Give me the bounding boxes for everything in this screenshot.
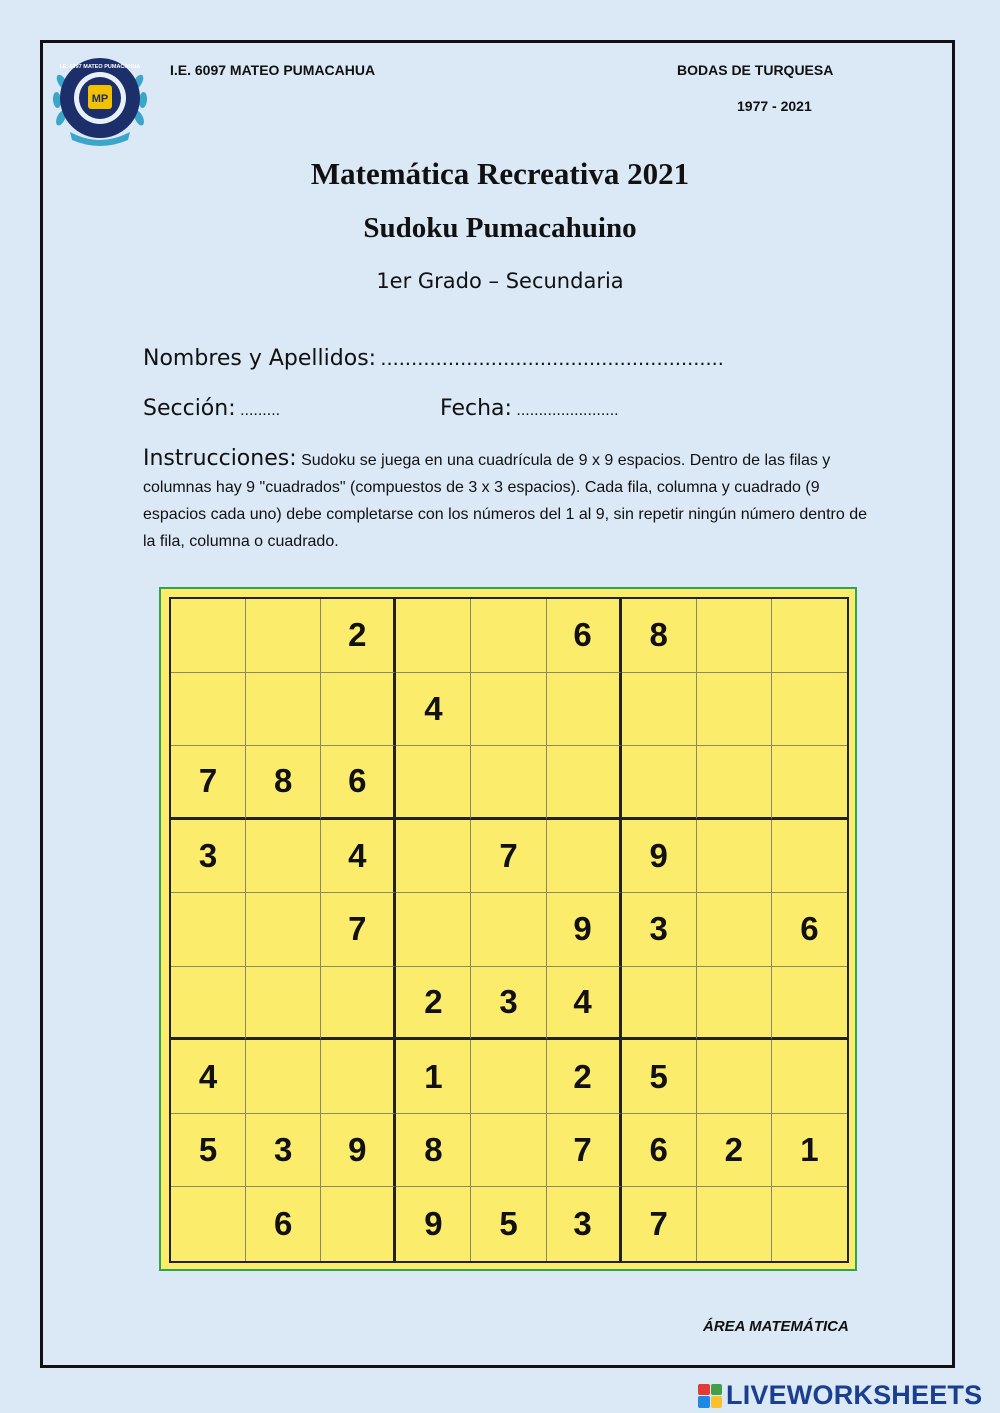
sudoku-cell[interactable]: [622, 673, 697, 747]
sudoku-grid: [169, 597, 849, 1263]
sudoku-cell[interactable]: [772, 1187, 847, 1261]
sudoku-cell: 2: [396, 967, 471, 1041]
sudoku-cell[interactable]: [697, 599, 772, 673]
sudoku-cell: 7: [321, 893, 396, 967]
instructions: [143, 445, 868, 555]
sudoku-cell[interactable]: [622, 967, 697, 1041]
section-blank[interactable]: .........: [240, 402, 281, 419]
sudoku-cell: 2: [547, 1040, 622, 1114]
anniversary-title: BODAS DE TURQUESA: [677, 62, 834, 78]
sudoku-cell: 8: [622, 599, 697, 673]
grade-label: 1er Grado – Secundaria: [376, 269, 624, 293]
sudoku-cell: 3: [171, 820, 246, 894]
school-name: I.E. 6097 MATEO PUMACAHUA: [170, 62, 376, 78]
sudoku-cell[interactable]: [171, 1187, 246, 1261]
sudoku-cell[interactable]: [772, 820, 847, 894]
sudoku-cell[interactable]: [697, 1187, 772, 1261]
sudoku-cell[interactable]: [772, 967, 847, 1041]
sudoku-cell[interactable]: [471, 673, 546, 747]
sudoku-cell[interactable]: [246, 673, 321, 747]
sudoku-cell: 9: [622, 820, 697, 894]
sudoku-cell[interactable]: [171, 967, 246, 1041]
sudoku-cell: 7: [171, 746, 246, 820]
sudoku-cell[interactable]: [246, 893, 321, 967]
sudoku-cell[interactable]: [547, 820, 622, 894]
liveworksheets-brand[interactable]: [698, 1380, 982, 1411]
sudoku-cell[interactable]: [547, 673, 622, 747]
sudoku-cell: 6: [772, 893, 847, 967]
sudoku-cell[interactable]: [396, 893, 471, 967]
sudoku-cell[interactable]: [171, 673, 246, 747]
sudoku-cell[interactable]: [321, 967, 396, 1041]
school-logo: [50, 52, 150, 148]
section-label: Sección:: [143, 396, 236, 421]
sudoku-cell: 9: [396, 1187, 471, 1261]
sudoku-cell: 3: [547, 1187, 622, 1261]
sudoku-cell: 3: [471, 967, 546, 1041]
sudoku-cell[interactable]: [471, 1114, 546, 1188]
names-blank[interactable]: ........................................................: [380, 347, 725, 370]
sudoku-cell: 9: [547, 893, 622, 967]
sudoku-cell: 4: [396, 673, 471, 747]
page-title: Matemática Recreativa 2021: [310, 156, 690, 191]
sudoku-cell[interactable]: [697, 673, 772, 747]
date-field[interactable]: [440, 396, 619, 421]
sudoku-cell: 6: [622, 1114, 697, 1188]
sudoku-cell[interactable]: [471, 746, 546, 820]
sudoku-cell[interactable]: [246, 1040, 321, 1114]
sudoku-cell[interactable]: [171, 599, 246, 673]
sudoku-cell[interactable]: [622, 746, 697, 820]
sudoku-cell: 7: [547, 1114, 622, 1188]
sudoku-cell: 1: [396, 1040, 471, 1114]
sudoku-cell[interactable]: [246, 967, 321, 1041]
sudoku-cell: 8: [396, 1114, 471, 1188]
date-label: Fecha:: [440, 396, 512, 421]
sudoku-cell[interactable]: [697, 1040, 772, 1114]
sudoku-cell: 6: [321, 746, 396, 820]
sudoku-cell: 1: [772, 1114, 847, 1188]
sudoku-cell[interactable]: [772, 746, 847, 820]
sudoku-cell[interactable]: [697, 820, 772, 894]
liveworksheets-icon: [698, 1384, 722, 1408]
sudoku-board: [159, 587, 857, 1271]
sudoku-cell[interactable]: [471, 599, 546, 673]
sudoku-cell[interactable]: [246, 599, 321, 673]
sudoku-cell: 5: [471, 1187, 546, 1261]
sudoku-cell[interactable]: [396, 746, 471, 820]
sudoku-cell: 7: [471, 820, 546, 894]
sudoku-cell[interactable]: [171, 893, 246, 967]
sudoku-cell[interactable]: [772, 673, 847, 747]
names-label: Nombres y Apellidos:: [143, 346, 377, 371]
instructions-label: Instrucciones:: [143, 446, 297, 471]
sudoku-cell: 9: [321, 1114, 396, 1188]
sudoku-cell[interactable]: [697, 893, 772, 967]
sudoku-cell: 4: [321, 820, 396, 894]
sudoku-cell[interactable]: [772, 599, 847, 673]
sudoku-cell[interactable]: [697, 967, 772, 1041]
logo-badge: MP: [91, 93, 109, 105]
sudoku-cell[interactable]: [246, 820, 321, 894]
section-field[interactable]: [143, 396, 280, 421]
sudoku-cell: 4: [547, 967, 622, 1041]
sudoku-cell: 4: [171, 1040, 246, 1114]
sudoku-cell: 8: [246, 746, 321, 820]
sudoku-cell: 2: [321, 599, 396, 673]
sudoku-cell: 5: [622, 1040, 697, 1114]
sudoku-cell: 5: [171, 1114, 246, 1188]
sudoku-cell[interactable]: [471, 1040, 546, 1114]
sudoku-cell: 6: [246, 1187, 321, 1261]
page-subtitle: Sudoku Pumacahuino: [363, 212, 637, 244]
sudoku-cell[interactable]: [396, 820, 471, 894]
brand-text: LIVEWORKSHEETS: [726, 1380, 983, 1410]
names-field[interactable]: [143, 346, 724, 371]
logo-text: I.E. 6097 MATEO PUMACAHUA: [59, 64, 141, 70]
area-label: ÁREA MATEMÁTICA: [703, 1318, 849, 1335]
sudoku-cell[interactable]: [321, 673, 396, 747]
sudoku-cell[interactable]: [396, 599, 471, 673]
sudoku-cell[interactable]: [471, 893, 546, 967]
sudoku-cell: 6: [547, 599, 622, 673]
sudoku-cell: 3: [622, 893, 697, 967]
sudoku-cell[interactable]: [772, 1040, 847, 1114]
anniversary-years: 1977 - 2021: [737, 98, 812, 114]
sudoku-cell[interactable]: [321, 1187, 396, 1261]
sudoku-cell: 2: [697, 1114, 772, 1188]
sudoku-cell[interactable]: [697, 746, 772, 820]
sudoku-cell[interactable]: [547, 746, 622, 820]
sudoku-cell[interactable]: [321, 1040, 396, 1114]
instructions-text: Sudoku se juega en una cuadrícula de 9 x 9 espacios. Dentro de las filas y columnas hay 9 "cuadrados" (compuestos de 3 x 3 espacios). Cada fila, columna y cuadrado (9 espacios cada uno) debe completarse con los números del 1 al 9, sin repetir ningún número dentro de la fila, columna o cuadrado.: [143, 452, 867, 550]
date-blank[interactable]: .......................: [516, 402, 619, 419]
sudoku-cell: 7: [622, 1187, 697, 1261]
sudoku-cell: 3: [246, 1114, 321, 1188]
